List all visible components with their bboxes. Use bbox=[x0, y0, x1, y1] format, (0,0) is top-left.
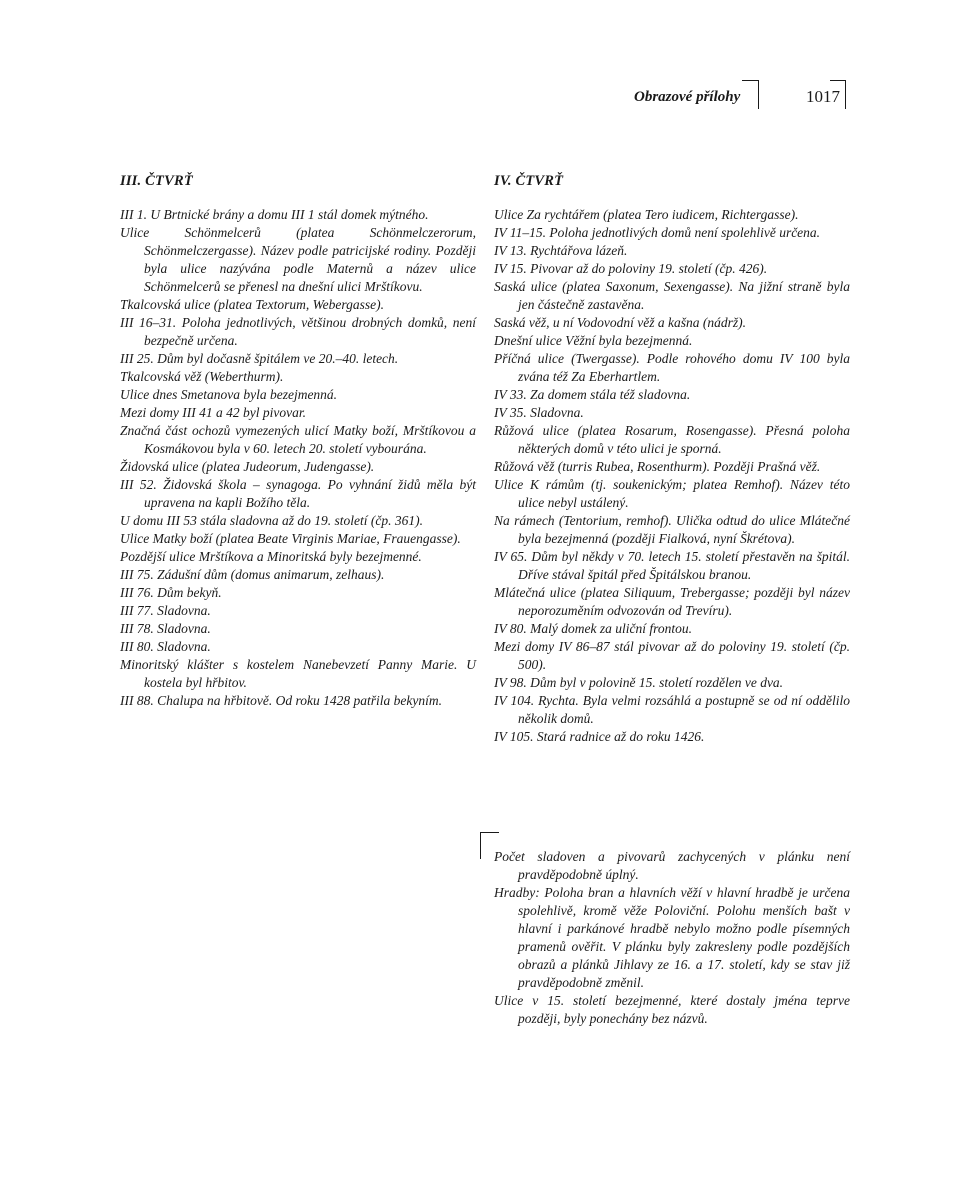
list-entry: Hradby: Poloha bran a hlavních věží v hlavní hradbě je určena spolehlivě, kromě věže Poloviční. Polohu menších bašt v hlavní i parkánové hradbě nebylo možno podle písemných pramenů ověřit. V plánku byly zakresleny podle pozdějších obrazů a plánků Jihlavy ze 16. a 17. století, kdy se stav již pravděpodobně změnil. bbox=[494, 885, 850, 990]
list-entry: III 77. Sladovna. bbox=[120, 603, 211, 618]
list-entry: Ulice v 15. století bezejmenné, které dostaly jména teprve později, byly ponechány bez názvů. bbox=[494, 993, 850, 1026]
list-entry: Pozdější ulice Mrštíkova a Minoritská byly bezejmenné. bbox=[120, 549, 422, 564]
list-entry: Ulice K rámům (tj. soukenickým; platea Remhof). Název této ulice nebyl ustálený. bbox=[494, 477, 850, 510]
entry-list bbox=[120, 206, 476, 710]
running-title: Obrazové přílohy bbox=[634, 89, 741, 105]
list-entry: Počet sladoven a pivovarů zachycených v plánku není pravděpodobně úplný. bbox=[494, 849, 850, 882]
entry-list bbox=[494, 206, 850, 746]
list-entry: IV 80. Malý domek za uliční frontou. bbox=[494, 621, 692, 636]
list-entry: III 78. Sladovna. bbox=[120, 621, 211, 636]
list-entry: III 16–31. Poloha jednotlivých, většinou drobných domků, není bezpečně určena. bbox=[120, 315, 476, 348]
list-entry: III 25. Dům byl dočasně špitálem ve 20.–40. letech. bbox=[120, 351, 399, 366]
list-entry: IV 11–15. Poloha jednotlivých domů není spolehlivě určena. bbox=[494, 225, 821, 240]
list-entry: Na rámech (Tentorium, remhof). Ulička odtud do ulice Mlátečné byla bezejmenná (později Fialková, nyní Škrétova). bbox=[494, 513, 850, 546]
list-entry: Ulice Schönmelcerů (platea Schönmelczerorum, Schönmelczergasse). Název podle patricijské rodiny. Později byla ulice nazývána podle Maternů a název ulice Schönmelcerů se přenesl na dnešní ulici Mrštíkovu. bbox=[120, 225, 476, 294]
list-entry: Mlátečná ulice (platea Siliquum, Trebergasse; později byl název neporozuměním odvozován od Trevíru). bbox=[494, 585, 850, 618]
list-entry: Mezi domy III 41 a 42 byl pivovar. bbox=[120, 405, 306, 420]
page-number: 1017 bbox=[806, 87, 840, 106]
list-entry: Dnešní ulice Věžní byla bezejmenná. bbox=[494, 333, 693, 348]
corner-mark bbox=[830, 80, 846, 109]
list-entry: Tkalcovská ulice (platea Textorum, Webergasse). bbox=[120, 297, 384, 312]
notes-list bbox=[494, 848, 850, 1028]
section-heading: III. ČTVRŤ bbox=[120, 173, 193, 189]
list-entry: Značná část ochozů vymezených ulicí Matky boží, Mrštíkovou a Kosmákovou byla v 60. letech 20. století vybourána. bbox=[120, 423, 476, 456]
list-entry: Tkalcovská věž (Weberthurm). bbox=[120, 369, 284, 384]
list-entry: III 52. Židovská škola – synagoga. Po vyhnání židů měla být upravena na kapli Božího těla. bbox=[120, 477, 476, 510]
list-entry: III 80. Sladovna. bbox=[120, 639, 211, 654]
list-entry: Ulice Matky boží (platea Beate Virginis Mariae, Frauengasse). bbox=[120, 531, 461, 546]
list-entry: IV 98. Dům byl v polovině 15. století rozdělen ve dva. bbox=[494, 675, 784, 690]
left-column bbox=[120, 172, 476, 710]
corner-mark bbox=[742, 80, 759, 109]
list-entry: Růžová ulice (platea Rosarum, Rosengasse). Přesná poloha některých domů v této ulici je sporná. bbox=[494, 423, 850, 456]
list-entry: III 76. Dům bekyň. bbox=[120, 585, 222, 600]
list-entry: III 75. Zádušní dům (domus animarum, zelhaus). bbox=[120, 567, 385, 582]
list-entry: IV 35. Sladovna. bbox=[494, 405, 584, 420]
list-entry: IV 104. Rychta. Byla velmi rozsáhlá a postupně se od ní oddělilo několik domů. bbox=[494, 693, 850, 726]
list-entry: Saská ulice (platea Saxonum, Sexengasse). Na jižní straně byla jen částečně zastavěna. bbox=[494, 279, 850, 312]
list-entry: IV 15. Pivovar až do poloviny 19. století (čp. 426). bbox=[494, 261, 768, 276]
list-entry: Příčná ulice (Twergasse). Podle rohového domu IV 100 byla zvána též Za Eberhartlem. bbox=[494, 351, 850, 384]
page-header bbox=[0, 80, 960, 110]
list-entry: IV 13. Rychtářova lázeň. bbox=[494, 243, 628, 258]
list-entry: IV 33. Za domem stála též sladovna. bbox=[494, 387, 691, 402]
list-entry: Mezi domy IV 86–87 stál pivovar až do poloviny 19. století (čp. 500). bbox=[494, 639, 850, 672]
list-entry: Růžová věž (turris Rubea, Rosenthurm). Později Prašná věž. bbox=[494, 459, 821, 474]
list-entry: III 1. U Brtnické brány a domu III 1 stál domek mýtného. bbox=[120, 207, 429, 222]
list-entry: III 88. Chalupa na hřbitově. Od roku 1428 patřila bekyním. bbox=[120, 693, 442, 708]
right-column bbox=[494, 172, 850, 746]
section-heading: IV. ČTVRŤ bbox=[494, 173, 564, 189]
list-entry: Židovská ulice (platea Judeorum, Judengasse). bbox=[120, 459, 375, 474]
list-entry: Saská věž, u ní Vodovodní věž a kašna (nádrž). bbox=[494, 315, 746, 330]
list-entry: Minoritský klášter s kostelem Nanebevzetí Panny Marie. U kostela byl hřbitov. bbox=[120, 657, 476, 690]
list-entry: IV 105. Stará radnice až do roku 1426. bbox=[494, 729, 705, 744]
list-entry: Ulice Za rychtářem (platea Tero iudicem, Richtergasse). bbox=[494, 207, 799, 222]
list-entry: U domu III 53 stála sladovna až do 19. století (čp. 361). bbox=[120, 513, 423, 528]
list-entry: IV 65. Dům byl někdy v 70. letech 15. století přestavěn na špitál. Dříve stával špitál před Špitálskou branou. bbox=[494, 549, 850, 582]
list-entry: Ulice dnes Smetanova byla bezejmenná. bbox=[120, 387, 338, 402]
